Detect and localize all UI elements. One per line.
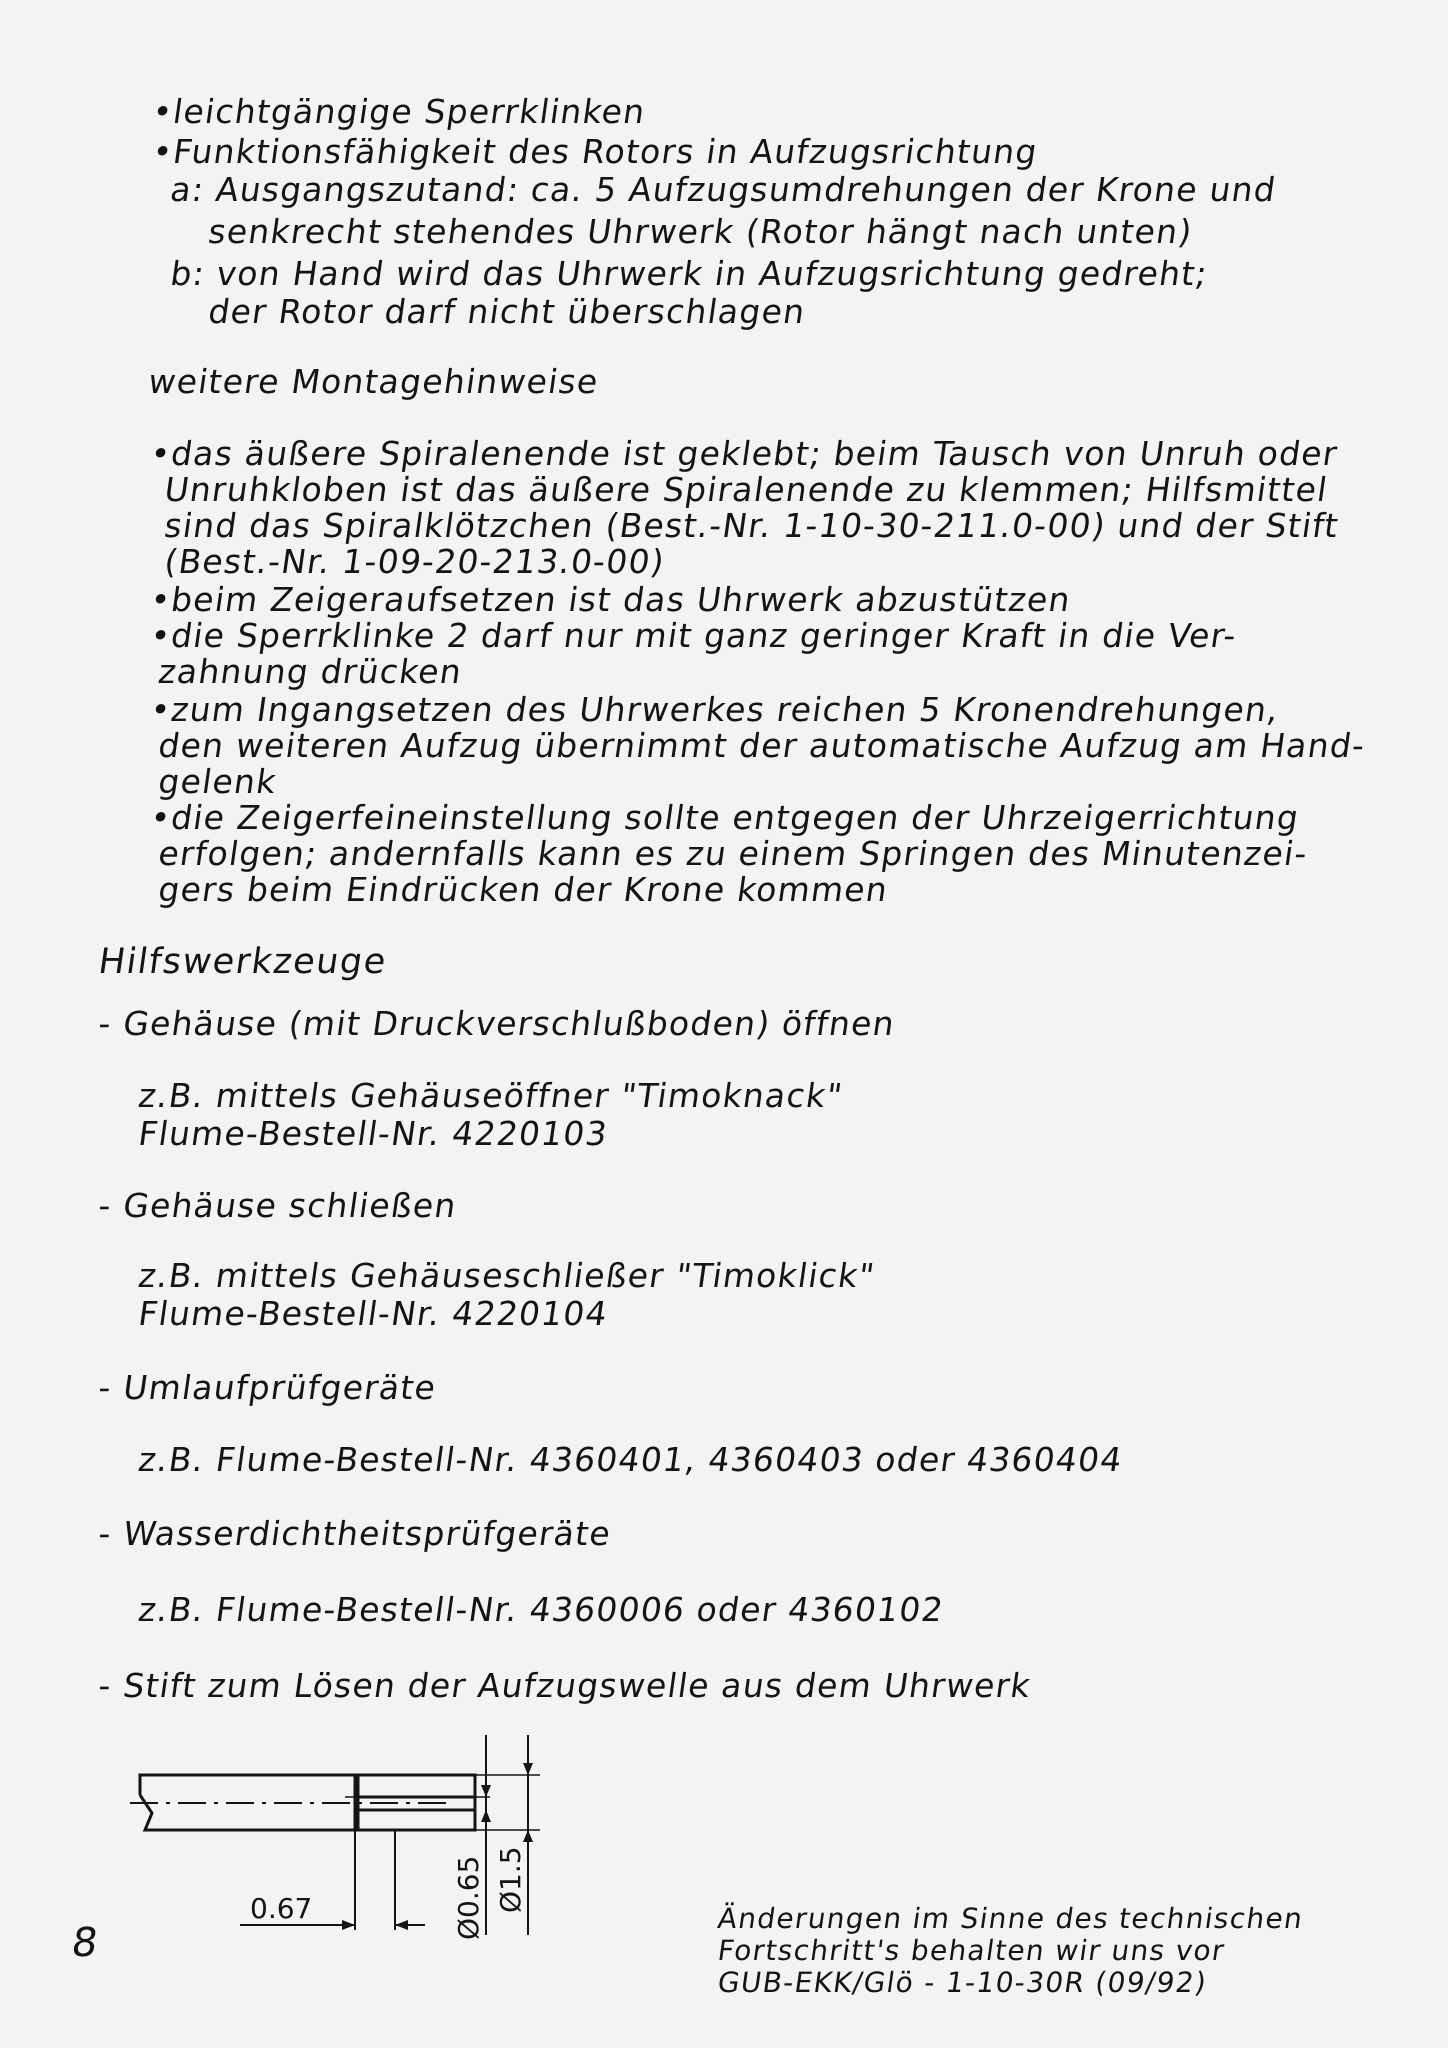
check-line: b: von Hand wird das Uhrwerk in Aufzugsrichtung gedreht; (168, 254, 1211, 293)
note-line: Unruhkloben ist das äußere Spiralenende zu klemmen; Hilfsmittel (162, 470, 1331, 509)
note-line: •das äußere Spiralenende ist geklebt; beim Tausch von Unruh oder (148, 434, 1341, 473)
tool-detail: z.B. Flume-Bestell-Nr. 4360401, 4360403 oder 4360404 (136, 1440, 1126, 1479)
note-line: erfolgen; andernfalls kann es zu einem Springen des Minutenzei- (156, 834, 1311, 873)
tool-detail: Flume-Bestell-Nr. 4220104 (136, 1294, 611, 1333)
note-line: sind das Spiralklötzchen (Best.-Nr. 1-10-30-211.0-00) und der Stift (162, 506, 1342, 545)
note-line: zahnung drücken (156, 652, 465, 691)
tool-item: - Gehäuse (mit Druckverschlußboden) öffnen (96, 1004, 898, 1043)
tool-item: - Gehäuse schließen (96, 1186, 460, 1225)
page-number: 8 (68, 1920, 101, 1966)
tool-detail: z.B. mittels Gehäuseschließer "Timoklick" (136, 1256, 878, 1295)
check-line: •leichtgängige Sperrklinken (150, 92, 649, 131)
check-line: •Funktionsfähigkeit des Rotors in Aufzugsrichtung (150, 132, 1041, 171)
notes-title: weitere Montagehinweise (146, 362, 602, 401)
tool-item: - Umlaufprüfgeräte (96, 1368, 440, 1407)
note-line: gers beim Eindrücken der Krone kommen (156, 870, 891, 909)
length-dim-label: 0.67 (250, 1892, 313, 1925)
large-diameter-label: Ø1.5 (494, 1846, 527, 1913)
note-line: •die Zeigerfeineinstellung sollte entgegen der Uhrzeigerrichtung (148, 798, 1302, 837)
check-line: senkrecht stehendes Uhrwerk (Rotor hängt nach unten) (206, 212, 1196, 251)
tool-detail: z.B. mittels Gehäuseöffner "Timoknack" (136, 1076, 846, 1115)
check-line: a: Ausgangszutand: ca. 5 Aufzugsumdrehungen der Krone und (168, 170, 1279, 209)
note-line: •beim Zeigeraufsetzen ist das Uhrwerk abzustützen (148, 580, 1074, 619)
tools-title: Hilfswerkzeuge (96, 942, 390, 982)
footer-line: Änderungen im Sinne des technischen (715, 1902, 1306, 1935)
tool-item: - Stift zum Lösen der Aufzugswelle aus dem Uhrwerk (96, 1666, 1034, 1705)
pin-drawing (130, 1735, 550, 1955)
tool-item: - Wasserdichtheitsprüfgeräte (96, 1514, 614, 1553)
tool-detail: z.B. Flume-Bestell-Nr. 4360006 oder 4360102 (136, 1590, 947, 1629)
note-line: •die Sperrklinke 2 darf nur mit ganz geringer Kraft in die Ver- (148, 616, 1240, 655)
check-line: der Rotor darf nicht überschlagen (206, 292, 809, 331)
note-line: (Best.-Nr. 1-09-20-213.0-00) (162, 542, 668, 581)
footer-doc-code: GUB-EKK/Glö - 1-10-30R (09/92) (715, 1966, 1210, 1999)
footer-line: Fortschritt's behalten wir uns vor (715, 1934, 1228, 1967)
small-diameter-label: Ø0.65 (452, 1855, 485, 1940)
note-line: gelenk (156, 762, 280, 801)
tool-detail: Flume-Bestell-Nr. 4220103 (136, 1114, 611, 1153)
note-line: den weiteren Aufzug übernimmt der automatische Aufzug am Hand- (156, 726, 1369, 765)
note-line: •zum Ingangsetzen des Uhrwerkes reichen 5 Kronendrehungen, (148, 690, 1282, 729)
